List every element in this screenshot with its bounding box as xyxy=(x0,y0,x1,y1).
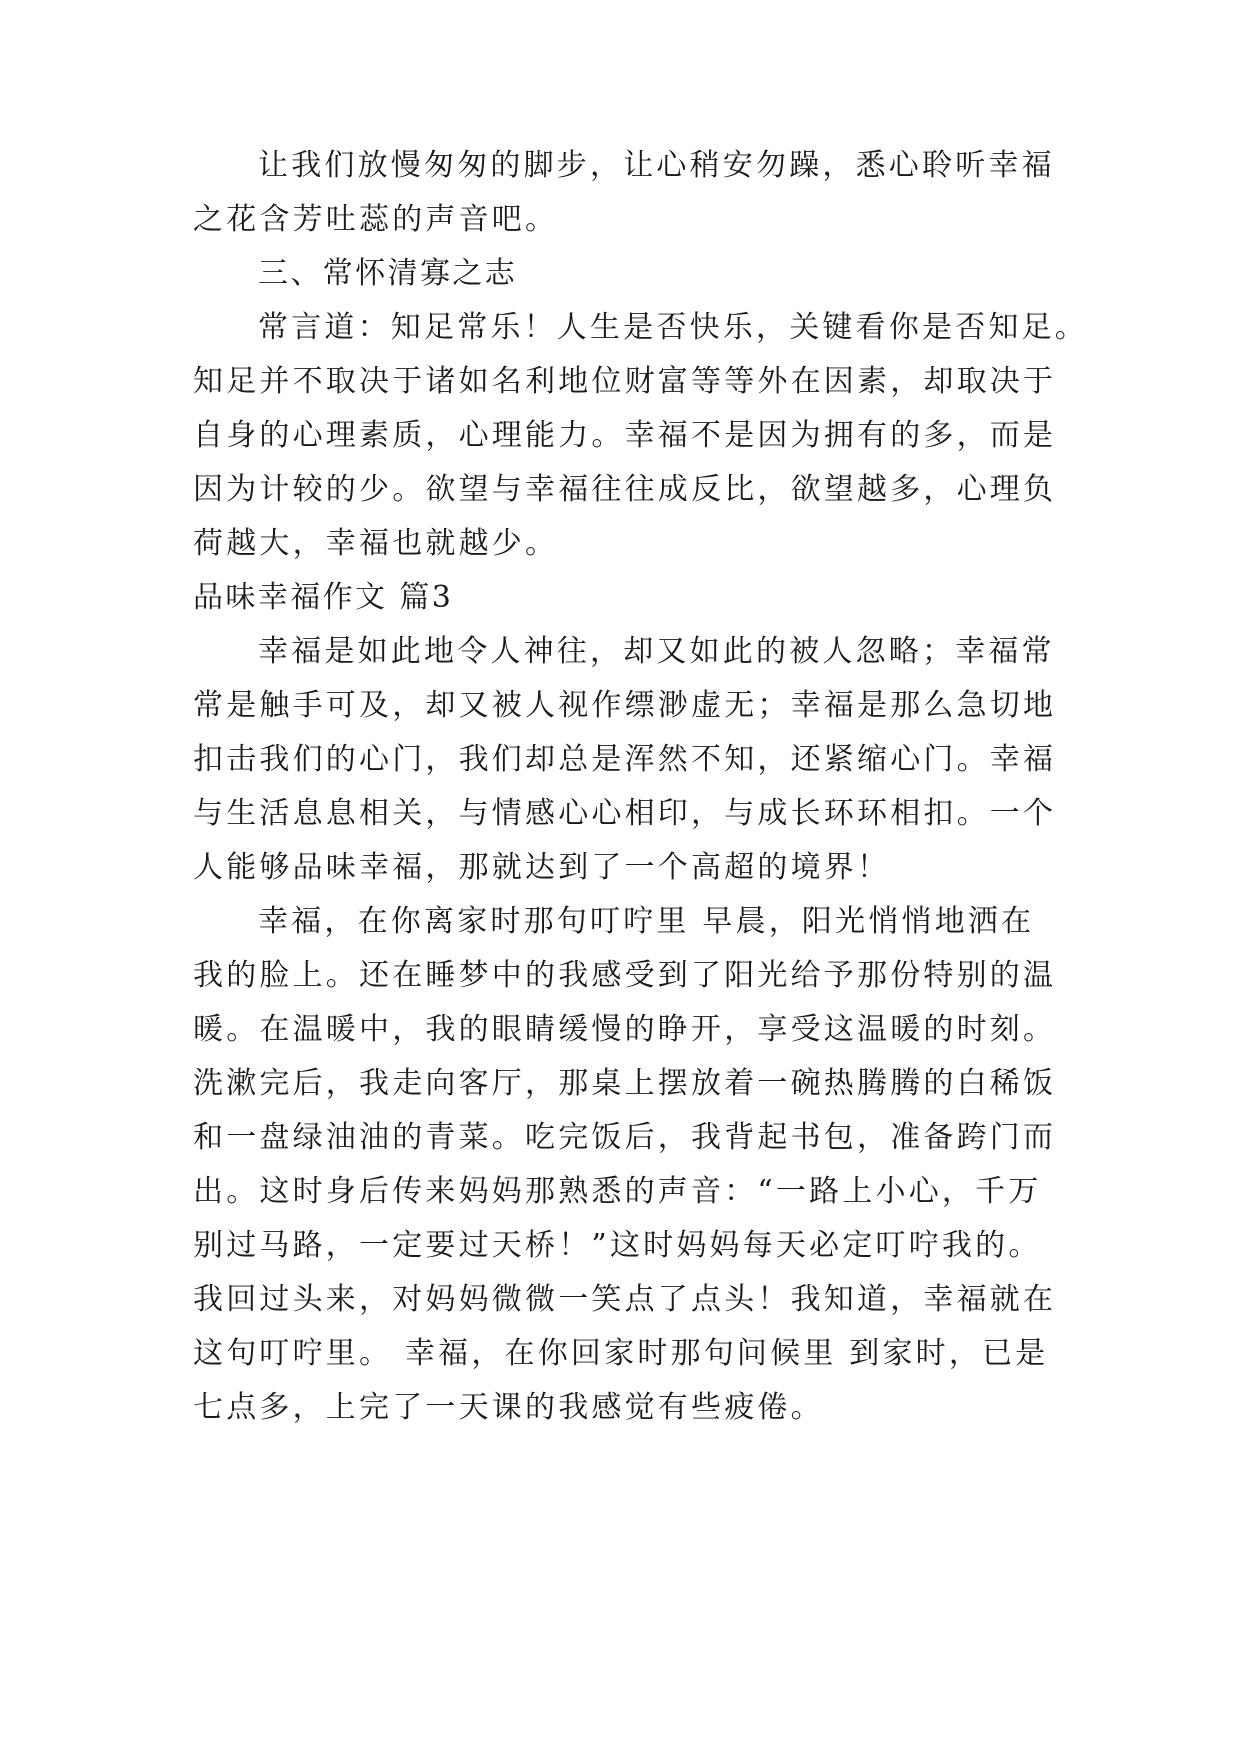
text-line: 出。这时身后传来妈妈那熟悉的声音：“一路上小心，千万 xyxy=(193,1174,1042,1209)
text-line: 荷越大，幸福也就越少。 xyxy=(193,526,559,561)
text-line: 七点多，上完了一天课的我感觉有些疲倦。 xyxy=(193,1390,824,1425)
article-title: 品味幸福作文 篇3 xyxy=(193,580,454,615)
text-line: 和一盘绿油油的青菜。吃完饭后，我背起书包，准备跨门而 xyxy=(193,1120,1057,1155)
text-line: 我回过头来，对妈妈微微一笑点了点头！我知道，幸福就在 xyxy=(193,1282,1057,1317)
text-line: 洗漱完后，我走向客厅，那桌上摆放着一碗热腾腾的白稀饭 xyxy=(193,1066,1057,1101)
text-line: 人能够品味幸福，那就达到了一个高超的境界！ xyxy=(193,850,891,885)
text-line: 因为计较的少。欲望与幸福往往成反比，欲望越多，心理负 xyxy=(193,472,1057,507)
text-line: 常言道：知足常乐！人生是否快乐，关键看你是否知足。 xyxy=(258,310,1088,345)
text-line: 扣击我们的心门，我们却总是浑然不知，还紧缩心门。幸福 xyxy=(193,742,1057,777)
text-line: 自身的心理素质，心理能力。幸福不是因为拥有的多，而是 xyxy=(193,418,1057,453)
text-line: 暖。在温暖中，我的眼睛缓慢的睁开，享受这温暖的时刻。 xyxy=(193,1012,1057,1047)
text-line: 让我们放慢匆匆的脚步，让心稍安勿躁，悉心聆听幸福 xyxy=(258,148,1055,183)
text-line: 幸福，在你离家时那句叮咛里 早晨，阳光悄悄地洒在 xyxy=(258,904,1035,939)
text-line: 别过马路，一定要过天桥！”这时妈妈每天必定叮咛我的。 xyxy=(193,1228,1042,1263)
text-line: 这句叮咛里。 幸福，在你回家时那句问候里 到家时，已是 xyxy=(193,1336,1049,1371)
section-heading: 三、常怀清寡之志 xyxy=(258,256,518,291)
text-line: 与生活息息相关，与情感心心相印，与成长环环相扣。一个 xyxy=(193,796,1057,831)
text-line: 幸福是如此地令人神往，却又如此的被人忽略；幸福常 xyxy=(258,634,1055,669)
text-line: 之花含芳吐蕊的声音吧。 xyxy=(193,202,559,237)
text-line: 常是触手可及，却又被人视作缥渺虚无；幸福是那么急切地 xyxy=(193,688,1057,723)
text-line: 我的脸上。还在睡梦中的我感受到了阳光给予那份特别的温 xyxy=(193,958,1057,993)
text-line: 知足并不取决于诸如名利地位财富等等外在因素，却取决于 xyxy=(193,364,1057,399)
